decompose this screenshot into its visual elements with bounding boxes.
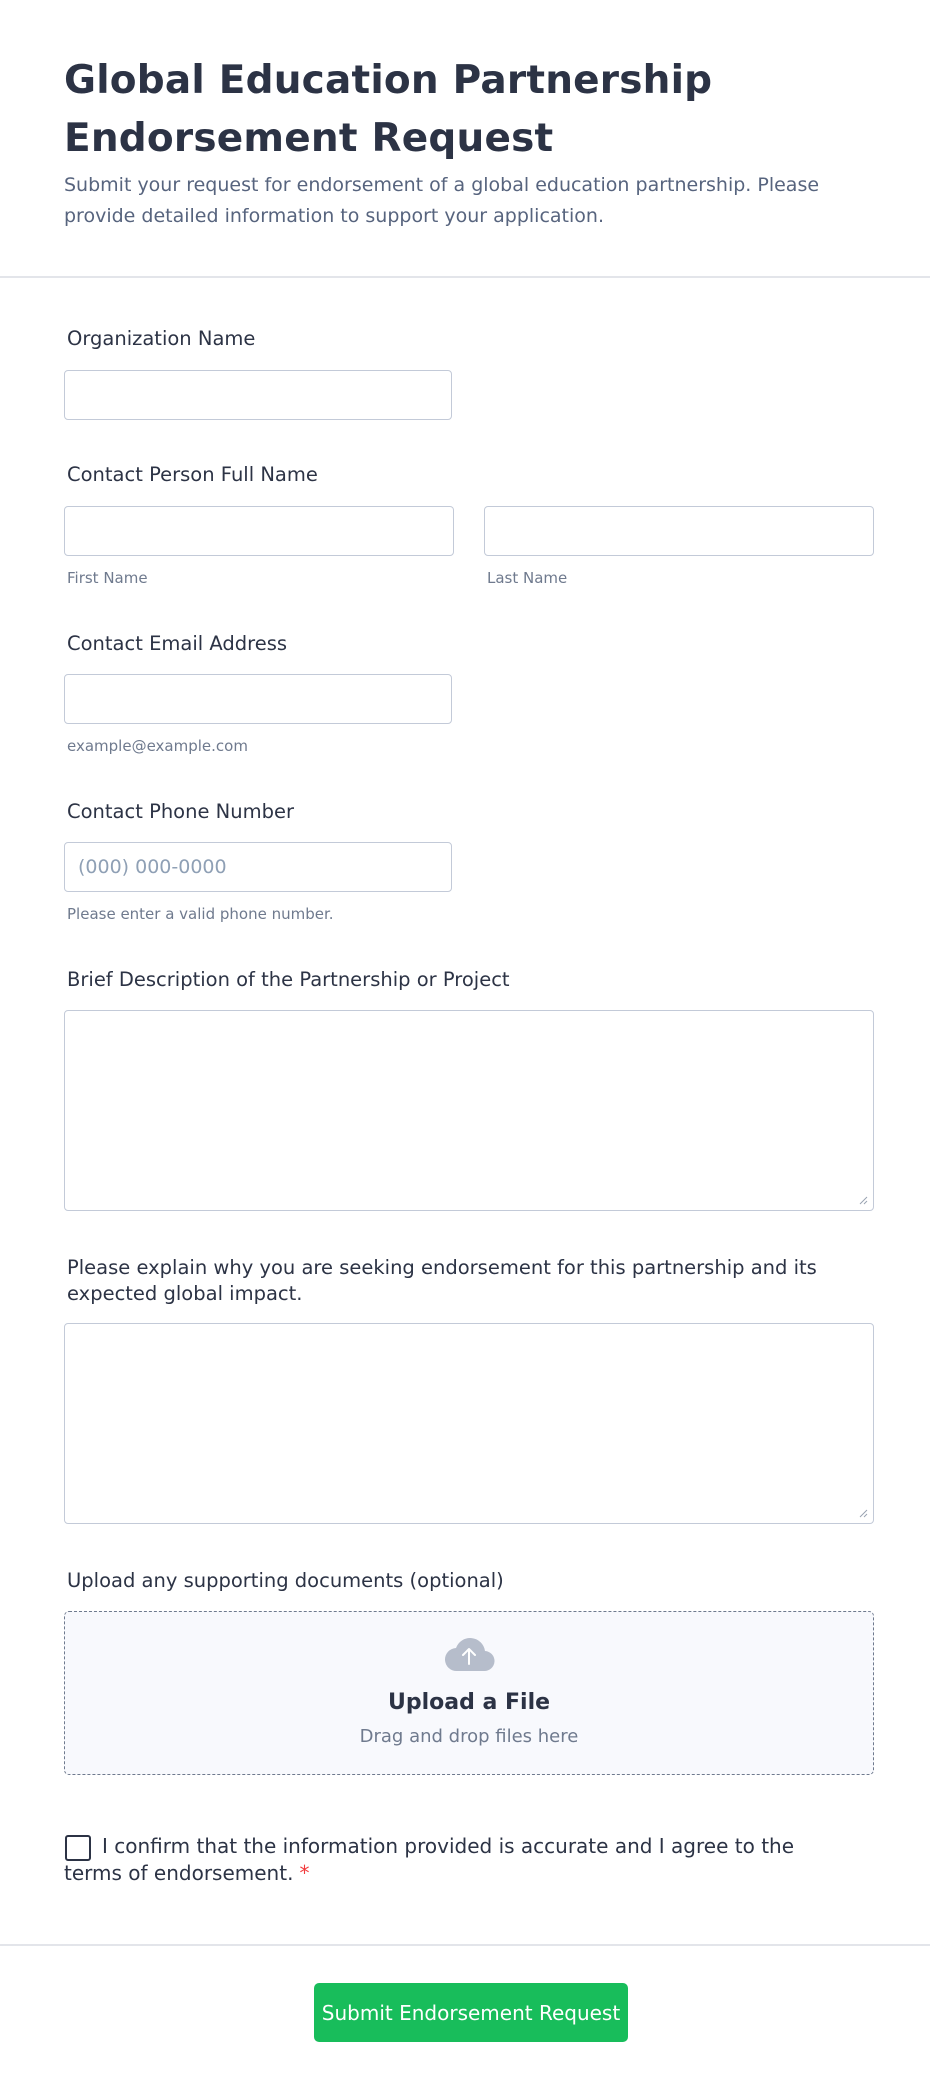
footer-divider — [0, 1944, 930, 1946]
last-name-sublabel: Last Name — [487, 569, 568, 587]
description-label: Brief Description of the Partnership or Project — [67, 968, 510, 991]
phone-input[interactable] — [64, 842, 452, 892]
email-label: Contact Email Address — [67, 632, 288, 655]
resize-grip-icon[interactable] — [859, 1196, 868, 1205]
email-input[interactable] — [64, 674, 452, 724]
page-title: Global Education Partnership Endorsement Request — [64, 58, 713, 161]
form-header — [0, 0, 930, 278]
email-sublabel: example@example.com — [67, 737, 248, 755]
first-name-sublabel: First Name — [67, 569, 148, 587]
impact-label: Please explain why you are seeking endorsement for this partnership and its expected global impact. — [67, 1256, 817, 1305]
upload-title: Upload a File — [387, 1690, 551, 1715]
consent-text — [64, 1833, 804, 1887]
upload-subtitle: Drag and drop files here — [359, 1726, 579, 1747]
contact-name-label: Contact Person Full Name — [67, 463, 318, 486]
last-name-input[interactable] — [484, 506, 874, 556]
phone-sublabel: Please enter a valid phone number. — [67, 905, 334, 923]
cloud-upload-icon — [443, 1636, 495, 1672]
first-name-input[interactable] — [64, 506, 454, 556]
page-subtitle: Submit your request for endorsement of a global education partnership. Please provide detailed information to support your application. — [64, 174, 820, 227]
required-asterisk: * — [299, 1861, 310, 1885]
consent-label: I confirm that the information provided is accurate and I agree to the terms of endorsement. — [64, 1834, 795, 1885]
submit-button[interactable]: Submit Endorsement Request — [314, 1983, 628, 2042]
resize-grip-icon[interactable] — [859, 1509, 868, 1518]
organization-input[interactable] — [64, 370, 452, 420]
impact-textarea[interactable] — [64, 1323, 874, 1524]
description-textarea[interactable] — [64, 1010, 874, 1211]
file-upload-dropzone[interactable] — [64, 1611, 874, 1775]
upload-label: Upload any supporting documents (optional) — [67, 1569, 504, 1592]
phone-label: Contact Phone Number — [67, 800, 295, 823]
organization-label: Organization Name — [67, 327, 256, 350]
